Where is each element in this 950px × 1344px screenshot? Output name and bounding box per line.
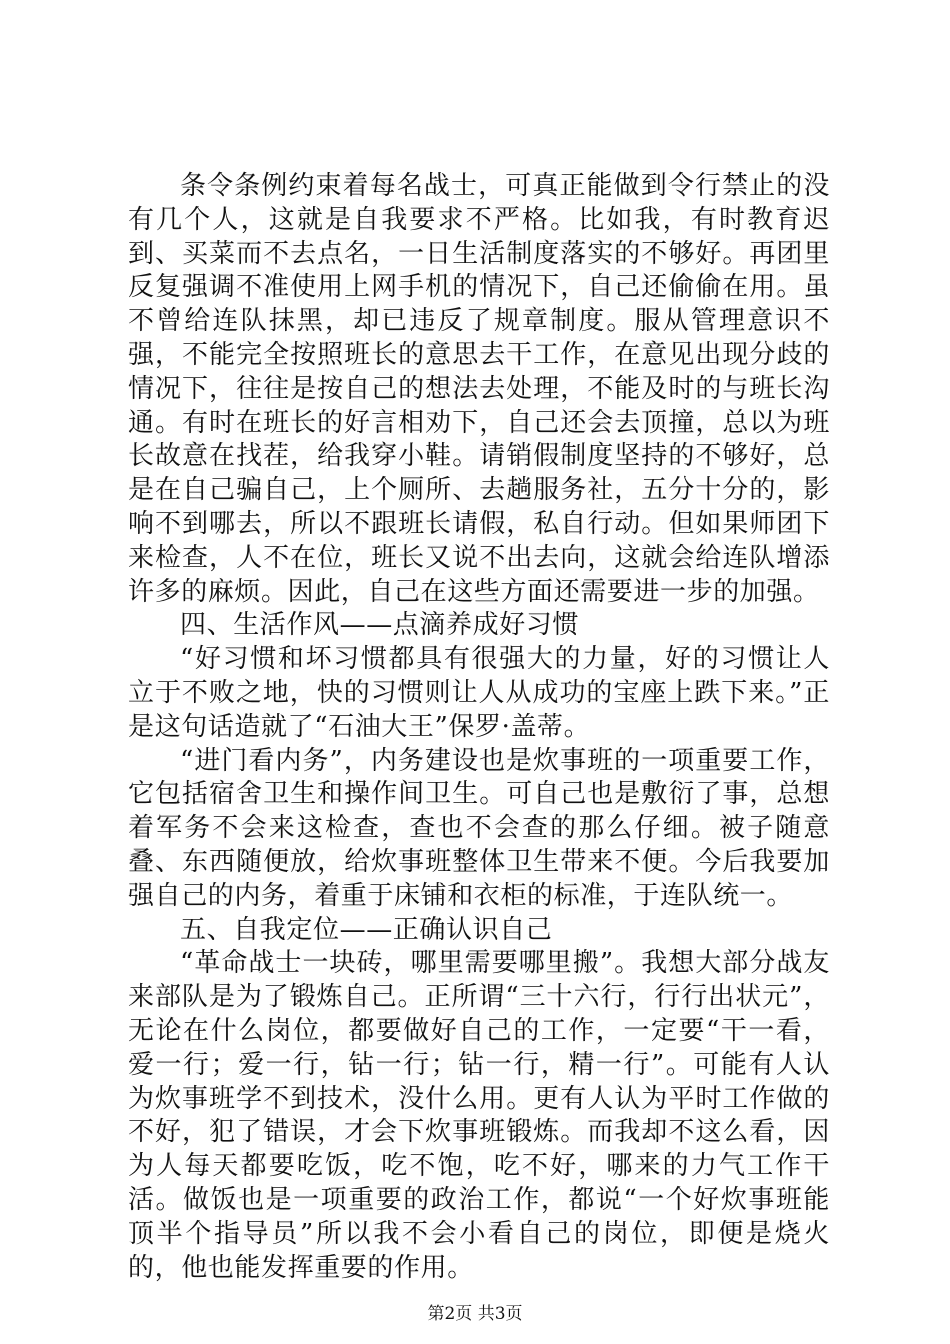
page-number-footer: 第2页 共3页 [427,1304,523,1324]
paragraph-habits-quote: “好习惯和坏习惯都具有很强大的力量，好的习惯让人立于不败之地，快的习惯则让人从成功的宝座上跌下来。”正是这句话造就了“石油大王”保罗·盖蒂。 [128,644,830,742]
paragraph-housekeeping: “进门看内务”，内务建设也是炊事班的一项重要工作，它包括宿舍卫生和操作间卫生。可自己也是敷衍了事，总想着军务不会来这检查，查也不会查的那么仔细。被子随意叠、东西随便放，给炊事班整体卫生带来不便。今后我要加强自己的内务，着重于床铺和衣柜的标准，于连队统一。 [128,745,830,911]
paragraph-self-positioning: “革命战士一块砖，哪里需要哪里搬”。我想大部分战友来部队是为了锻炼自己。正所谓“三十六行，行行出状元”，无论在什么岗位，都要做好自己的工作，一定要“干一看，爱一行；爱一行，钻一行；钻一行，精一行”。可能有人认为炊事班学不到技术，没什么用。更有人认为平时工作做的不好，犯了错误，才会下炊事班锻炼。而我却不这么看，因为人每天都要吃饭，吃不饱，吃不好，哪来的力气工作干活。做饭也是一项重要的政治工作，都说“一个好炊事班能顶半个指导员”所以我不会小看自己的岗位，即便是烧火的，他也能发挥重要的作用。 [128,948,830,1283]
section-heading-lifestyle: 四、生活作风——点滴养成好习惯 [180,610,580,641]
paragraph-discipline: 条令条例约束着每名战士，可真正能做到令行禁止的没有几个人，这就是自我要求不严格。比如我，有时教育迟到、买菜而不去点名，一日生活制度落实的不够好。再团里反复强调不准使用上网手机的情况下，自己还偷偷在用。虽不曾给连队抹黑，却已违反了规章制度。服从管理意识不强，不能完全按照班长的意思去干工作，在意见出现分歧的情况下，往往是按自己的想法去处理，不能及时的与班长沟通。有时在班长的好言相劝下，自己还会去顶撞，总以为班长故意在找茬，给我穿小鞋。请销假制度坚持的不够好，总是在自己骗自己，上个厕所、去趟服务社，五分十分的，影响不到哪去，所以不跟班长请假，私自行动。但如果师团下来检查，人不在位，班长又说不出去向，这就会给连队增添许多的麻烦。因此，自己在这些方面还需要进一步的加强。 [128,171,830,607]
document-body [128,170,830,1285]
section-heading-self-positioning: 五、自我定位——正确认识自己 [180,914,553,945]
